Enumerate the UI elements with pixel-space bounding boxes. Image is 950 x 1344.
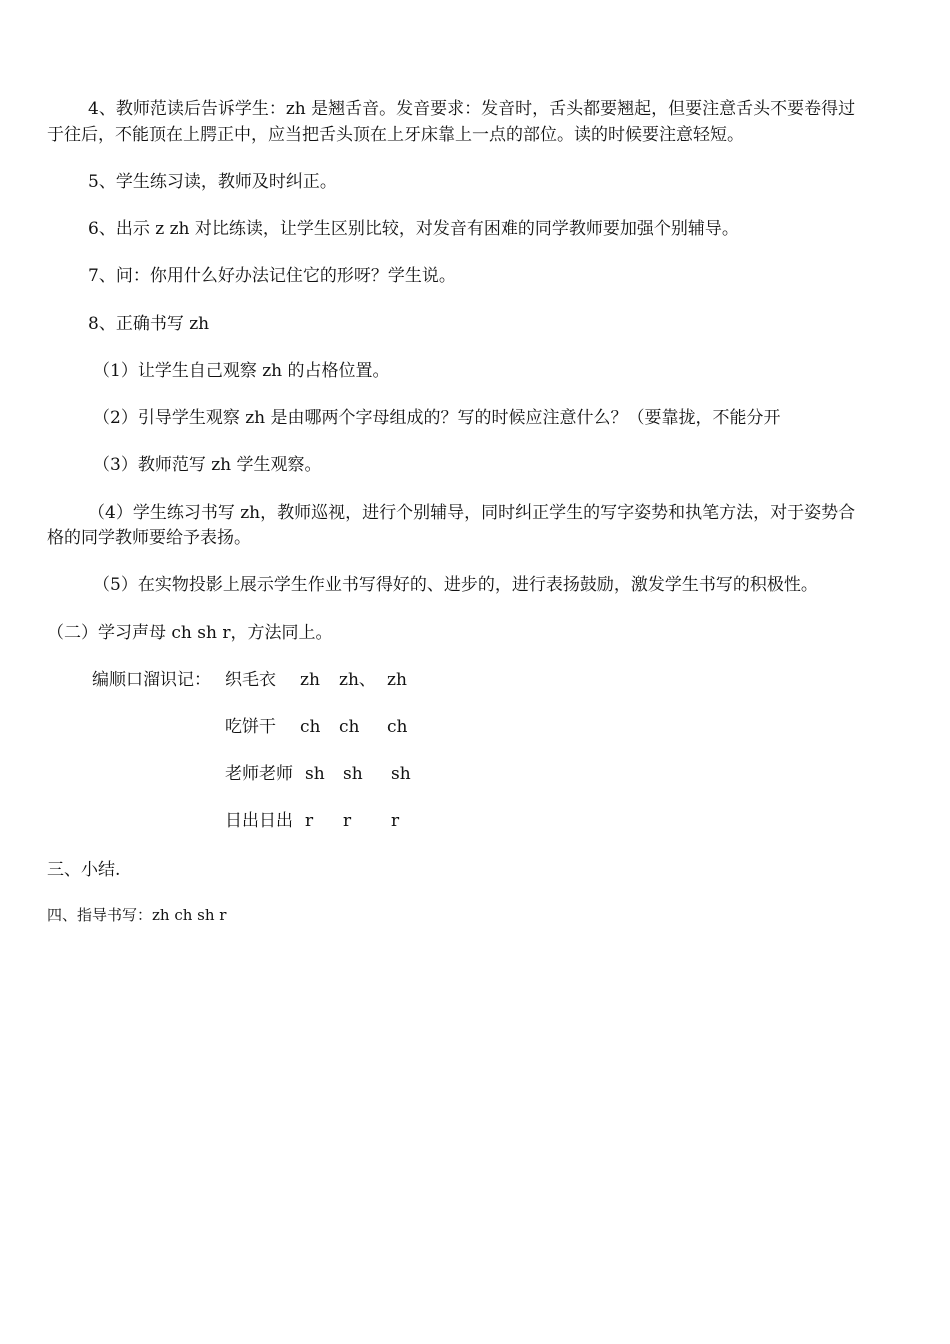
- sub-item-5: （5）在实物投影上展示学生作业书写得好的、进步的，进行表扬鼓励，激发学生书写的积极性。: [93, 575, 818, 595]
- chant-sound: sh: [391, 764, 411, 784]
- section-2-heading: （二）学习声母 ch sh r，方法同上。: [47, 623, 333, 643]
- chant-sound: ch: [300, 717, 321, 737]
- chant-sound: zh、: [339, 670, 376, 690]
- sub-item-1: （1）让学生自己观察 zh 的占格位置。: [93, 361, 390, 381]
- chant-sound: r: [305, 811, 314, 831]
- chant-row-text: 织毛衣: [225, 670, 276, 690]
- section-4-heading: 四、指导书写：zh ch sh r: [47, 906, 227, 924]
- chant-sound: zh: [300, 670, 320, 690]
- chant-row-text: 日出日出: [225, 811, 293, 831]
- chant-sound: ch: [339, 717, 360, 737]
- chant-sound: sh: [343, 764, 363, 784]
- section-3-heading: 三、小结.: [47, 860, 121, 880]
- sub-item-4-line-1: （4）学生练习书写 zh，教师巡视，进行个别辅导，同时纠正学生的写字姿势和执笔方法，对于姿势合: [88, 503, 856, 523]
- paragraph-8: 8、正确书写 zh: [88, 314, 210, 334]
- paragraph-4-line-1: 4、教师范读后告诉学生：zh 是翘舌音。发音要求：发音时，舌头都要翘起，但要注意舌头不要卷得过: [88, 99, 856, 119]
- paragraph-6: 6、出示 z zh 对比练读，让学生区别比较，对发音有困难的同学教师要加强个别辅导。: [88, 219, 739, 239]
- sub-item-4-line-2: 格的同学教师要给予表扬。: [47, 528, 251, 548]
- chant-row-text: 老师老师: [225, 764, 293, 784]
- chant-label: 编顺口溜识记：: [92, 670, 211, 690]
- chant-row-text: 吃饼干: [225, 717, 276, 737]
- paragraph-7: 7、问：你用什么好办法记住它的形呀？学生说。: [88, 266, 456, 286]
- chant-sound: r: [343, 811, 352, 831]
- chant-sound: sh: [305, 764, 325, 784]
- paragraph-4-line-2: 于往后，不能顶在上腭正中，应当把舌头顶在上牙床靠上一点的部位。读的时候要注意轻短。: [47, 125, 744, 145]
- chant-sound: ch: [387, 717, 408, 737]
- chant-sound: zh: [387, 670, 407, 690]
- sub-item-3: （3）教师范写 zh 学生观察。: [93, 455, 322, 475]
- sub-item-2: （2）引导学生观察 zh 是由哪两个字母组成的？写的时候应注意什么？（要靠拢，不能分开: [93, 408, 781, 428]
- paragraph-5: 5、学生练习读，教师及时纠正。: [88, 172, 337, 192]
- chant-sound: r: [391, 811, 400, 831]
